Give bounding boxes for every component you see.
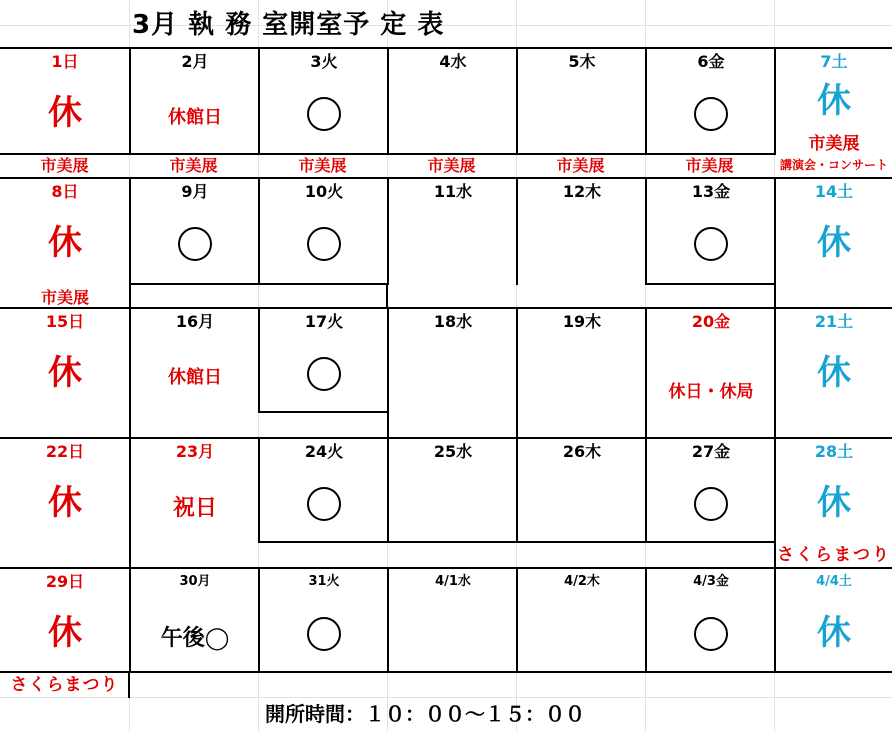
spacer-cell [0,673,130,698]
day-cell-13 [645,177,775,285]
day-cell-17 [258,307,388,413]
day-cell-31 [258,567,388,673]
day-cell-24 [258,437,388,543]
day-cell-20 [645,307,775,438]
closed-mark: 休 [48,483,82,523]
day-cell-30 [129,567,259,673]
day-label: 1日 [51,52,79,71]
day-cell-19 [516,307,646,438]
closed-mark: 休 [48,613,82,653]
week-row-1 [0,47,892,178]
open-mark [307,97,341,131]
open-mark [307,487,341,521]
open-mark [694,617,728,651]
day-label: 4/3金 [693,574,729,589]
closed-note: 休館日 [168,107,222,128]
day-label: 4水 [439,52,467,71]
day-cell-2 [129,47,259,155]
day-label: 27金 [691,442,731,461]
day-label: 16月 [175,312,215,331]
event-foot: 市美展 [40,288,89,307]
week-row-4 [0,437,892,568]
day-cell-8 [0,177,130,308]
day-label: 19木 [562,312,602,331]
day-label: 24火 [304,442,344,461]
day-label: 26木 [562,442,602,461]
day-cell-22 [0,437,130,568]
event-foot: 市美展 [427,156,476,175]
day-label: 4/1水 [435,574,471,589]
day-cell-6 [645,47,775,155]
day-label: 11水 [433,182,473,201]
holiday-note: 祝日 [172,496,217,521]
closed-mark: 休 [817,353,851,393]
day-label: 2月 [181,52,209,71]
day-cell-3 [258,47,388,155]
closed-mark: 休 [817,81,851,121]
open-mark [307,227,341,261]
day-label: 20金 [691,312,731,331]
closed-mark: 休 [817,613,851,653]
day-label: 13金 [691,182,731,201]
week-row-3 [0,307,892,438]
event-foot: 市美展 [169,156,218,175]
day-cell-apr-1 [387,567,517,673]
day-cell-5 [516,47,646,155]
day-label: 29日 [45,572,85,591]
event-foot: 市美展 [556,156,605,175]
event-foot: さくらまつり [10,675,119,695]
day-label: 21土 [814,312,854,331]
event-foot: 講演会・コンサート [780,158,889,172]
day-label: 9月 [181,182,209,201]
afternoon-open-note: 午後◯ [160,626,230,651]
open-mark [307,617,341,651]
day-cell-18 [387,307,517,438]
day-label: 7土 [820,52,848,71]
event-foot: さくらまつり [777,545,891,565]
day-label: 22日 [45,442,85,461]
day-cell-16 [129,307,259,438]
day-label: 6金 [697,52,725,71]
event-foot: 市美展 [40,156,89,175]
day-cell-7 [774,47,892,155]
open-mark [694,97,728,131]
week-row-5 [0,567,892,697]
day-label: 4/2木 [564,574,600,589]
closed-mark: 休 [817,483,851,523]
day-cell-21 [774,307,892,438]
day-label: 17火 [304,312,344,331]
week-row-2 [0,177,892,308]
closed-mark: 休 [48,93,82,133]
day-label: 28土 [814,442,854,461]
day-label: 12木 [562,182,602,201]
day-label: 15日 [45,312,85,331]
day-cell-9 [129,177,259,285]
spacer-cell [129,283,388,308]
day-label: 8日 [51,182,79,201]
open-mark [307,357,341,391]
day-cell-29 [0,567,130,673]
day-cell-apr-4 [774,567,892,673]
day-cell-apr-2 [516,567,646,673]
event-foot: 市美展 [685,156,734,175]
day-cell-28 [774,437,892,568]
day-label: 10火 [304,182,344,201]
event-foot: 市美展 [298,156,347,175]
open-mark [178,227,212,261]
day-cell-14 [774,177,892,308]
day-cell-23 [129,437,259,568]
day-label: 14土 [814,182,854,201]
day-label: 4/4土 [816,574,852,589]
closed-mark: 休 [48,353,82,393]
closed-note: 休館日 [168,367,222,388]
day-cell-10 [258,177,388,285]
closed-note: 休日・休局 [668,382,754,402]
day-label: 3火 [310,52,338,71]
day-label: 18水 [433,312,473,331]
day-label: 31火 [308,574,340,589]
opening-hours: 開所時間：１０：００～１５：００ [265,702,585,726]
closed-mark: 休 [817,223,851,263]
day-cell-26 [516,437,646,543]
day-cell-apr-3 [645,567,775,673]
day-cell-25 [387,437,517,543]
day-cell-12 [516,177,646,285]
day-cell-11 [387,177,517,285]
day-cell-27 [645,437,775,543]
open-mark [694,227,728,261]
day-cell-1 [0,47,130,155]
day-label: 25水 [433,442,473,461]
day-cell-15 [0,307,130,438]
day-cell-4 [387,47,517,155]
event-note: 市美展 [808,134,860,154]
day-label: 23月 [175,442,215,461]
closed-mark: 休 [48,223,82,263]
page-title: 3月 執 務 室開室予 定 表 [132,10,445,40]
day-label: 5木 [568,52,596,71]
day-label: 30月 [179,574,211,589]
open-mark [694,487,728,521]
